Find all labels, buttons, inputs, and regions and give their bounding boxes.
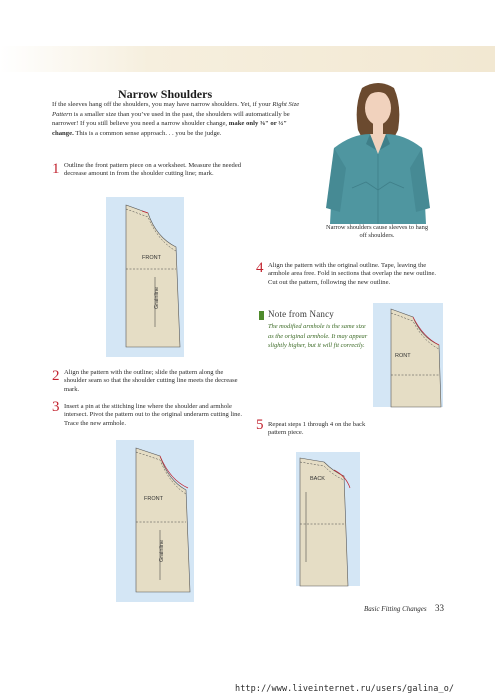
step-5-text: Repeat steps 1 through 4 on the back pattern piece.	[268, 421, 366, 437]
step-2-number: 2	[52, 368, 60, 384]
front-pattern-label: FRONT	[142, 255, 161, 261]
model-illustration	[322, 78, 434, 224]
watermark-url: http://www.liveinternet.ru/users/galina_o/	[235, 684, 455, 694]
front-pattern-diagram-2	[116, 440, 194, 602]
step-4-text: Align the pattern with the original outline. Tape, leaving the armhole area free. Fold in sections that overlap the new outline. Cut out the pattern, following the new outline.	[268, 262, 437, 286]
front-pattern-label: FRONT	[144, 496, 163, 502]
front-pattern-diagram-1	[106, 197, 184, 357]
photo-caption: Narrow shoulders cause sleeves to hang off shoulders.	[325, 224, 429, 240]
note-from-nancy	[259, 311, 369, 377]
footer-label: Basic Fitting Changes	[364, 605, 427, 613]
step-1-number: 1	[52, 161, 60, 177]
note-body: The modified armhole is the same size as the original armhole. It may appear slightly higher, but it will fit correctly.	[268, 323, 368, 350]
step-5-number: 5	[256, 417, 264, 433]
page-number: 33	[435, 603, 444, 613]
step-3-number: 3	[52, 399, 60, 415]
section-title: Narrow Shoulders	[118, 87, 213, 101]
grainline-label: Grainline	[159, 539, 165, 562]
note-marker	[259, 311, 264, 320]
step-1-text: Outline the front pattern piece on a worksheet. Measure the needed decrease amount in from the shoulder cutting line; mark.	[64, 162, 242, 178]
header-band	[0, 46, 495, 72]
front-pattern-diagram-3	[373, 303, 443, 407]
note-title: Note from Nancy	[268, 309, 334, 319]
grainline-label: Grainline	[154, 286, 160, 309]
step-4-number: 4	[256, 260, 264, 276]
svg-text:RONT: RONT	[395, 353, 411, 359]
back-pattern-diagram	[296, 452, 360, 586]
step-3-text: Insert a pin at the stitching line where the shoulder and armhole intersect. Pivot the pattern out to the original underarm cutting line. Trace the new armhole.	[64, 403, 242, 427]
intro-paragraph: If the sleeves hang off the shoulders, you may have narrow shoulders. Yet, if your Right Size Pattern is a smaller size than you’ve used in the past, the shoulders will automatically be narrower! If you still believe you need a narrow shoulder change, make only ⅜" or ½" change. This is a common sense approach. . . you be the judge.	[52, 101, 300, 138]
step-2-text: Align the pattern with the outline; slide the pattern along the shoulder seam so that the shoulder cutting line meets the decrease mark.	[64, 369, 238, 393]
back-pattern-label: BACK	[310, 476, 325, 482]
